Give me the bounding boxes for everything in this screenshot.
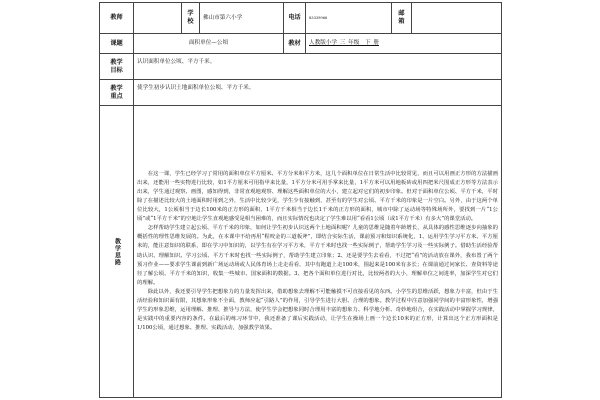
goal-text: 认识面积单位公顷、平方千米。 <box>134 54 502 80</box>
goal-label-line-1: 教学 <box>110 58 123 66</box>
phone-value: 83339966 <box>306 3 392 34</box>
key-point-label <box>100 80 134 106</box>
thinking-row <box>100 106 502 398</box>
thinking-label-cell <box>100 106 134 398</box>
email-value <box>412 3 502 34</box>
email-label-line-1: 邮 <box>398 10 405 17</box>
school-label: 学校 <box>182 3 200 34</box>
key-point-label-line-2: 重点 <box>110 92 123 100</box>
material-label: 教材 <box>284 34 306 54</box>
thinking-text <box>134 106 502 398</box>
phone-label: 电话 <box>284 3 306 34</box>
teacher-value <box>134 3 182 34</box>
topic-label: 课题 <box>100 34 134 54</box>
topic-row <box>100 34 502 54</box>
thinking-paragraph-2: 怎样帮助学生建立起公顷、平方千米的印象，如何让学生初步认识这两个土地面积呢？儿童的思维是随着年龄增长，从具体的感性思维逐步向抽象的概括性的理性思维发展的。为此，在本课中不给再用“程咬金的三道板斧”，即结合实际生活，课前预习和知识系统化，1、运用学生学习平方米、平方厘米的，能注意知识的联系，即在学习中知识的，以学生有在学习平方米，平方千米时也找一些实际例子，帮助学生学习及一些实际例子。借助生活经验帮助认识、理解知识。学习公顷、平方千米时也找一些实际例子，帮助学生建立印象；2、还是要学生去看看，不过把“看”的活动放在课外，我布置了两个预习作业——要求学生课前到新广场运动场或人民体育场上走走看看，其中有跑道上走100米，围起来是100米有多长；在课前通过问家长、查资料等途径了解公顷、平方千米的知识，收集一些城市、国家面积的数据。3、把各个面积单位进行对比，比较两者的大小，理解单位之间进率，加深学生对它们的理解。 <box>137 225 498 286</box>
thinking-paragraph-3: 除此以外，我还要引导学生把想象力的力量发挥出来，借助想象去理解不可能触摸不可直接看见的东西。小学生的思维活跃，想象力丰富，但由于生活经验和知识面有限，其想象形象不全面，教师应起“引路人”的作用，引导学生进行大胆、合理的想象。教学过程中注意加强同学间的丰富形象性，增强学生的形象思维，运用理解、推理、推导与方法，使学生学会把想象同时合理用丰富的想象力、科学地分析、奇妙地组合，在实践活动中掌握学习规律，是实践中的重要内容的条件。在最后的练习环节中，我还准备了课后实践活动，让学生在操场上画一个边长10米的正方形，计算出这个正方形面积是1/100公顷，通过想象、推理、实践活动，加强教学效果。 <box>137 288 498 332</box>
thinking-paragraph-1: 在这一课，学生已经学习了常用的面积单位平方厘米、平方分米和平方米，这几个面积单位在日常生活中比较常见，而且可以用画正方形的方法描画出来，还能用一些实物进行比较，如1平方厘米可用指甲来比量，1平方分米可用手掌来比量，1平方米可以用地板砖或用四把米尺围成正方形等方法表示出来，学生通过观察、画图，感知得到，非常直观地观察、理解这些面积单位的大小，建立起对它们的初步印象。但对于面积单位公顷、平方千米，平时除了在描述比较大的土地面积时用到之外，生活中比较少见，学生少有接触到，甚至有的学生对公顷、平方千米的印象是一片空白。另外，由于这两个单位比较大，1公顷相当于边长100米的正方形的面积，1平方千米相当于边长1千米的正方形的面积，城市中除了运动场等特殊场所外，要找到一片“1公顷”或“1平方千米”的空地让学生直观地感受是相当困难的，而且实际情况也决定了学生难以用“看看1公顷（或1平方千米）有多大”的课堂活动。 <box>137 170 498 223</box>
key-point-label-line-1: 教学 <box>110 84 123 92</box>
goal-label-line-2: 目标 <box>110 66 123 74</box>
header-row <box>100 3 502 34</box>
thinking-label: 教学思路 <box>113 237 121 266</box>
email-label <box>392 3 412 34</box>
lesson-plan-table <box>99 2 502 398</box>
goal-row <box>100 54 502 80</box>
key-point-row <box>100 80 502 106</box>
key-point-text: 使学生初步认识土地面积单位公顷、平方千米。 <box>134 80 502 106</box>
topic-value: 面积单位—公顷 <box>134 34 284 54</box>
material-value: 人教版小学_三_年级__下_册 <box>306 34 502 54</box>
school-value: 佛山市第六小学 <box>200 3 284 34</box>
teacher-label: 教师 <box>100 3 134 34</box>
email-label-line-2: 箱 <box>398 18 405 25</box>
goal-label <box>100 54 134 80</box>
